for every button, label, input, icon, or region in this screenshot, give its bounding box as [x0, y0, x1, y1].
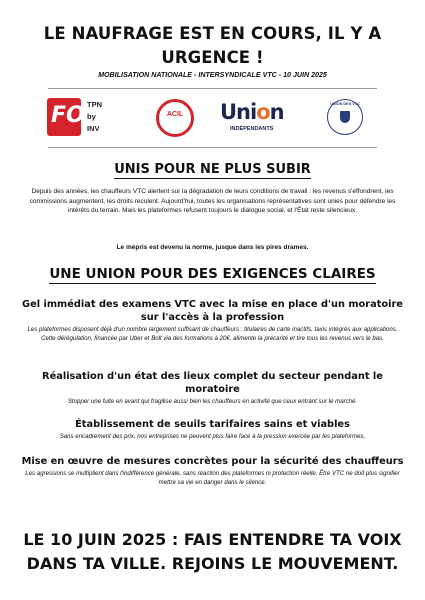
- fo-caption-line3: INV: [87, 124, 100, 133]
- demand-detail: Sans encadrement des prix, nos entreprises ne peuvent plus faire face à la pression exercée par les plateformes.: [59, 433, 366, 440]
- demand-item: [20, 370, 405, 407]
- demand-item: [20, 298, 405, 343]
- section-title-exigences: [0, 266, 425, 282]
- main-title: LE NAUFRAGE EST EN COURS, IL Y A URGENCE !: [43, 24, 382, 67]
- shield-icon: [340, 111, 350, 123]
- union-wordmark: [220, 100, 284, 124]
- union-subtitle: INDÉPENDANTS: [230, 126, 274, 132]
- acil-text: ACIL: [166, 111, 184, 118]
- demand-item: [20, 418, 405, 442]
- section-title-unis-text: UNIS POUR NE PLUS SUBIR: [114, 162, 311, 177]
- union-des-vtc-logo: [325, 94, 365, 142]
- demand-detail: Les plateformes disposent déjà d'un nombre largement suffisant de chauffeurs : titulaires de carte inactifs, taxis intégrés aux applications. Cette dérégulation, financée par Uber et Bolt via des formations à 20€, alimente la précarité et tire tous les revenus vers le bas.: [27, 326, 398, 342]
- demand-heading: Mise en œuvre de mesures concrètes pour la sécurité des chauffeurs: [21, 456, 404, 467]
- section-title-exigences-text: UNE UNION POUR DES EXIGENCES CLAIRES: [49, 266, 376, 282]
- fo-caption: [87, 99, 102, 135]
- fo-caption-line2: by: [87, 112, 96, 121]
- union-word-end: n: [269, 100, 284, 124]
- fo-mark: [47, 98, 85, 136]
- fo-mark-text: FO: [51, 103, 85, 128]
- call-to-action: LE 10 JUIN 2025 : FAIS ENTENDRE TA VOIX DANS TA VILLE. REJOINS LE MOUVEMENT.: [23, 530, 402, 573]
- acil-ring: [156, 99, 194, 137]
- uvtc-text: UNION DES VTC: [330, 102, 360, 106]
- demand-heading: Réalisation d'un état des lieux complet du secteur pendant le moratoire: [42, 371, 383, 395]
- subtitle: MOBILISATION NATIONALE - INTERSYNDICALE VTC - 10 JUIN 2025: [98, 71, 327, 79]
- fo-caption-line1: TPN: [87, 100, 102, 109]
- union-word-start: Un: [220, 100, 251, 124]
- logos-row: [45, 94, 380, 142]
- emphasis-line: Le mépris est devenu la norme, jusque dans les pires drames.: [116, 244, 309, 251]
- divider-bottom: [48, 147, 377, 148]
- union-word-o: o: [256, 100, 270, 124]
- demand-heading: Établissement de seuils tarifaires sains et viables: [75, 419, 350, 430]
- demand-detail: Stopper une fuite en avant qui fragilise aussi bien les chauffeurs en activité que ceux entrant sur le marché.: [67, 398, 358, 405]
- demand-item: [20, 455, 405, 487]
- demand-detail: Les agressions se multiplient dans l'indifférence générale, sans réaction des plateformes ni protection réelle. Être VTC ne doit plus signifier mettre sa vie en danger dans le silence.: [25, 470, 400, 486]
- union-independants-logo: [220, 94, 290, 142]
- section-title-unis: [0, 162, 425, 177]
- intro-paragraph: Depuis des années, les chauffeurs VTC alertent sur la dégradation de leurs conditions de travail : les revenus s'effondrent, les commissions augmentent, les droits reculent. Aujourd'hui, toutes les organisations représentatives sont unies pour défendre les intérêts du terrain. Mais les plateformes refusent toujours le dialogue social, et l'État reste silencieux.: [29, 188, 396, 214]
- acil-logo: [155, 94, 195, 142]
- divider-top: [48, 88, 377, 89]
- fo-logo: [45, 94, 123, 142]
- union-word-i: i: [250, 100, 257, 124]
- demand-heading: Gel immédiat des examens VTC avec la mise en place d'un moratoire sur l'accès à la profession: [22, 299, 403, 323]
